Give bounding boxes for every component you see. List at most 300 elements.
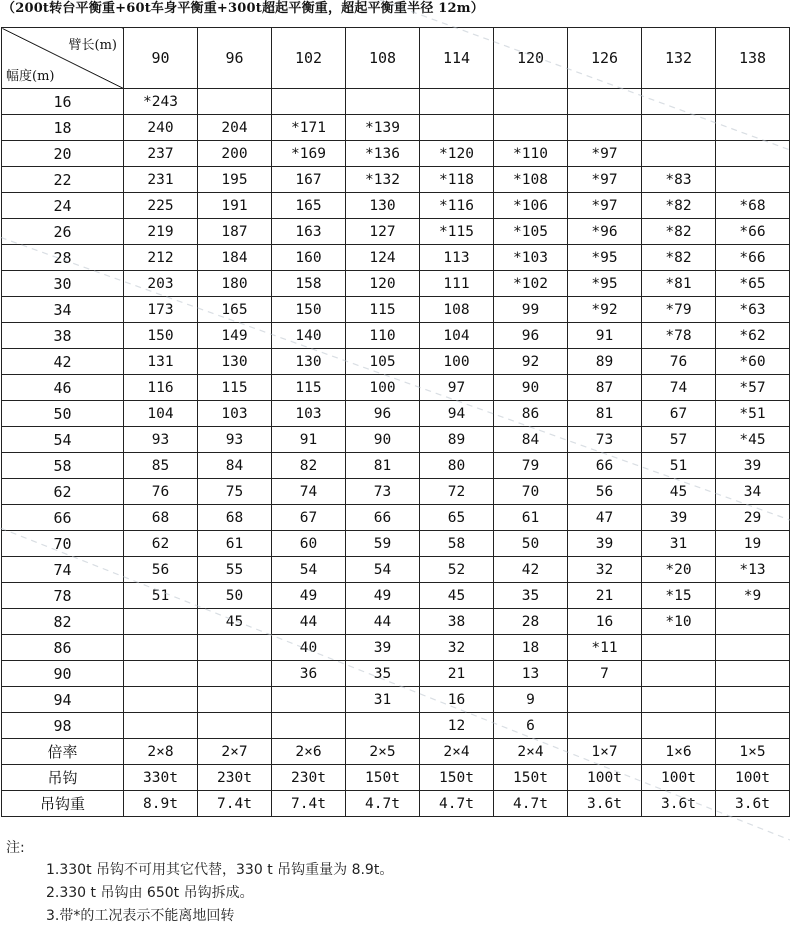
load-cell: 68	[198, 505, 272, 531]
load-cell: 103	[272, 401, 346, 427]
table-row	[2, 297, 790, 323]
radius-cell: 94	[2, 687, 124, 713]
footer-cell: 230t	[272, 765, 346, 791]
radius-cell: 70	[2, 531, 124, 557]
load-cell: 39	[642, 505, 716, 531]
load-cell: 18	[494, 635, 568, 661]
radius-cell: 46	[2, 375, 124, 401]
load-cell	[642, 661, 716, 687]
load-cell: 165	[272, 193, 346, 219]
load-cell: 90	[346, 427, 420, 453]
radius-cell: 62	[2, 479, 124, 505]
load-cell: 111	[420, 271, 494, 297]
radius-cell: 74	[2, 557, 124, 583]
load-cell: 34	[716, 479, 790, 505]
load-cell: 67	[642, 401, 716, 427]
table-row	[2, 557, 790, 583]
load-cell	[568, 687, 642, 713]
notes-section	[6, 837, 786, 928]
load-cell: 163	[272, 219, 346, 245]
load-cell: 124	[346, 245, 420, 271]
load-cell: *115	[420, 219, 494, 245]
boom-length-label: 臂长(m)	[68, 38, 117, 53]
load-cell: 52	[420, 557, 494, 583]
table-row	[2, 453, 790, 479]
load-cell: 130	[198, 349, 272, 375]
load-cell: 219	[124, 219, 198, 245]
header-row	[2, 28, 790, 89]
load-cell	[642, 713, 716, 739]
table-row	[2, 609, 790, 635]
load-cell: 120	[346, 271, 420, 297]
load-cell: *79	[642, 297, 716, 323]
load-cell: 149	[198, 323, 272, 349]
footer-row	[2, 765, 790, 791]
footer-cell: 4.7t	[494, 791, 568, 817]
radius-cell: 22	[2, 167, 124, 193]
load-cell	[568, 713, 642, 739]
load-cell	[642, 687, 716, 713]
radius-cell: 58	[2, 453, 124, 479]
load-cell: 45	[642, 479, 716, 505]
boom-length-header: 114	[420, 28, 494, 89]
load-cell: 93	[124, 427, 198, 453]
footer-cell: 2×5	[346, 739, 420, 765]
load-cell: 7	[568, 661, 642, 687]
footer-row	[2, 739, 790, 765]
radius-cell: 98	[2, 713, 124, 739]
table-title: （200t转台平衡重+60t车身平衡重+300t超起平衡重，超起平衡重半径 12m）	[2, 1, 484, 16]
load-cell	[272, 687, 346, 713]
load-cell	[198, 713, 272, 739]
load-cell	[642, 115, 716, 141]
load-cell: 35	[346, 661, 420, 687]
load-cell: 45	[420, 583, 494, 609]
load-cell	[494, 89, 568, 115]
load-cell: 160	[272, 245, 346, 271]
table-row	[2, 89, 790, 115]
footer-cell: 3.6t	[642, 791, 716, 817]
note-line: 2.330 t 吊钩由 650t 吊钩拆成。	[46, 885, 254, 901]
load-cell: *102	[494, 271, 568, 297]
table-row	[2, 375, 790, 401]
load-cell: 82	[272, 453, 346, 479]
radius-cell: 20	[2, 141, 124, 167]
load-cell: 40	[272, 635, 346, 661]
load-cell: 66	[346, 505, 420, 531]
load-cell: *92	[568, 297, 642, 323]
boom-length-header: 108	[346, 28, 420, 89]
load-cell: 29	[716, 505, 790, 531]
load-cell: 61	[198, 531, 272, 557]
footer-cell: 150t	[346, 765, 420, 791]
load-cell	[346, 713, 420, 739]
load-cell: 187	[198, 219, 272, 245]
load-cell: 212	[124, 245, 198, 271]
load-cell: 54	[346, 557, 420, 583]
table-row	[2, 661, 790, 687]
load-cell: 89	[568, 349, 642, 375]
load-cell: *96	[568, 219, 642, 245]
load-cell: 59	[346, 531, 420, 557]
load-cell: *82	[642, 245, 716, 271]
load-cell: 150	[124, 323, 198, 349]
load-cell	[716, 141, 790, 167]
load-cell: *103	[494, 245, 568, 271]
radius-cell: 54	[2, 427, 124, 453]
load-cell	[568, 89, 642, 115]
radius-cell: 16	[2, 89, 124, 115]
load-cell: 75	[198, 479, 272, 505]
load-cell: 39	[346, 635, 420, 661]
load-cell: 200	[198, 141, 272, 167]
table-row	[2, 713, 790, 739]
load-cell: *97	[568, 193, 642, 219]
load-cell	[124, 687, 198, 713]
load-cell: 72	[420, 479, 494, 505]
load-cell: 61	[494, 505, 568, 531]
load-cell: 115	[272, 375, 346, 401]
table-row	[2, 687, 790, 713]
load-cell: 81	[346, 453, 420, 479]
load-cell	[568, 115, 642, 141]
load-cell: 240	[124, 115, 198, 141]
load-cell: *57	[716, 375, 790, 401]
load-cell: 32	[568, 557, 642, 583]
load-cell: *66	[716, 245, 790, 271]
load-cell: 92	[494, 349, 568, 375]
load-cell: 73	[346, 479, 420, 505]
load-cell: 73	[568, 427, 642, 453]
load-cell: 76	[124, 479, 198, 505]
load-cell: *139	[346, 115, 420, 141]
load-cell: 203	[124, 271, 198, 297]
load-cell: 6	[494, 713, 568, 739]
load-cell: *15	[642, 583, 716, 609]
load-cell: 103	[198, 401, 272, 427]
load-cell: 105	[346, 349, 420, 375]
footer-cell: 150t	[494, 765, 568, 791]
load-cell	[716, 609, 790, 635]
footer-cell: 3.6t	[716, 791, 790, 817]
load-cell	[716, 89, 790, 115]
table-row	[2, 479, 790, 505]
load-cell: 16	[568, 609, 642, 635]
load-cell: 13	[494, 661, 568, 687]
load-cell: 67	[272, 505, 346, 531]
load-cell	[124, 661, 198, 687]
load-cell: 96	[494, 323, 568, 349]
radius-cell: 50	[2, 401, 124, 427]
load-cell: 84	[198, 453, 272, 479]
load-cell: 100	[420, 349, 494, 375]
footer-cell: 100t	[568, 765, 642, 791]
footer-cell: 4.7t	[346, 791, 420, 817]
load-cell: 31	[642, 531, 716, 557]
footer-cell: 1×7	[568, 739, 642, 765]
boom-length-header: 126	[568, 28, 642, 89]
radius-cell: 66	[2, 505, 124, 531]
table-row	[2, 245, 790, 271]
footer-cell: 7.4t	[272, 791, 346, 817]
footer-cell: 100t	[642, 765, 716, 791]
load-cell: 115	[198, 375, 272, 401]
load-cell: *20	[642, 557, 716, 583]
radius-cell: 28	[2, 245, 124, 271]
load-cell: 237	[124, 141, 198, 167]
load-cell: *132	[346, 167, 420, 193]
table-row	[2, 427, 790, 453]
load-cell	[494, 115, 568, 141]
load-cell: 90	[494, 375, 568, 401]
load-cell: *82	[642, 219, 716, 245]
load-cell: 96	[346, 401, 420, 427]
load-cell: 19	[716, 531, 790, 557]
note-line: 3.带*的工况表示不能离地回转	[46, 908, 235, 924]
load-chart-table	[1, 27, 790, 817]
load-cell: *45	[716, 427, 790, 453]
load-cell: *95	[568, 245, 642, 271]
load-cell: 89	[420, 427, 494, 453]
load-cell: *60	[716, 349, 790, 375]
load-cell: *83	[642, 167, 716, 193]
load-cell	[198, 635, 272, 661]
load-cell: 113	[420, 245, 494, 271]
load-cell: 74	[272, 479, 346, 505]
load-cell: 44	[272, 609, 346, 635]
load-cell: 150	[272, 297, 346, 323]
load-cell: 57	[642, 427, 716, 453]
radius-cell: 38	[2, 323, 124, 349]
footer-cell: 2×6	[272, 739, 346, 765]
load-cell: *68	[716, 193, 790, 219]
load-cell: 50	[494, 531, 568, 557]
footer-row	[2, 791, 790, 817]
load-cell	[716, 687, 790, 713]
load-cell: 140	[272, 323, 346, 349]
footer-cell: 2×4	[494, 739, 568, 765]
footer-label: 吊钩重	[2, 791, 124, 817]
corner-header-cell	[2, 28, 124, 89]
load-cell: 173	[124, 297, 198, 323]
load-cell: 195	[198, 167, 272, 193]
radius-cell: 78	[2, 583, 124, 609]
footer-cell: 2×7	[198, 739, 272, 765]
load-cell: 130	[272, 349, 346, 375]
load-cell: *10	[642, 609, 716, 635]
radius-cell: 34	[2, 297, 124, 323]
load-cell	[272, 713, 346, 739]
footer-cell: 2×8	[124, 739, 198, 765]
table-row	[2, 583, 790, 609]
load-cell: *95	[568, 271, 642, 297]
table-row	[2, 505, 790, 531]
load-cell: 12	[420, 713, 494, 739]
table-row	[2, 401, 790, 427]
load-cell: 55	[198, 557, 272, 583]
radius-cell: 30	[2, 271, 124, 297]
load-cell	[420, 115, 494, 141]
load-cell: 80	[420, 453, 494, 479]
load-cell: *82	[642, 193, 716, 219]
load-cell: 180	[198, 271, 272, 297]
load-cell: 70	[494, 479, 568, 505]
load-cell: *11	[568, 635, 642, 661]
load-cell: *97	[568, 141, 642, 167]
load-cell: 21	[420, 661, 494, 687]
load-cell: 99	[494, 297, 568, 323]
footer-cell: 230t	[198, 765, 272, 791]
load-cell: *120	[420, 141, 494, 167]
radius-cell: 26	[2, 219, 124, 245]
load-cell	[124, 713, 198, 739]
footer-cell: 2×4	[420, 739, 494, 765]
load-cell: 97	[420, 375, 494, 401]
table-row	[2, 115, 790, 141]
load-cell: *105	[494, 219, 568, 245]
load-cell	[716, 115, 790, 141]
boom-length-header: 90	[124, 28, 198, 89]
load-cell: 131	[124, 349, 198, 375]
footer-cell: 150t	[420, 765, 494, 791]
load-cell: 127	[346, 219, 420, 245]
load-cell: *63	[716, 297, 790, 323]
table-row	[2, 531, 790, 557]
boom-length-header: 138	[716, 28, 790, 89]
load-cell	[642, 141, 716, 167]
load-cell: 93	[198, 427, 272, 453]
radius-cell: 24	[2, 193, 124, 219]
boom-length-header: 102	[272, 28, 346, 89]
table-row	[2, 141, 790, 167]
load-cell: 49	[272, 583, 346, 609]
load-cell	[272, 89, 346, 115]
radius-cell: 42	[2, 349, 124, 375]
load-cell: 79	[494, 453, 568, 479]
table-row	[2, 271, 790, 297]
load-cell: 51	[124, 583, 198, 609]
load-cell: 49	[346, 583, 420, 609]
table-row	[2, 167, 790, 193]
load-cell	[198, 89, 272, 115]
load-cell: 36	[272, 661, 346, 687]
load-cell: *171	[272, 115, 346, 141]
load-cell: 38	[420, 609, 494, 635]
load-cell: *243	[124, 89, 198, 115]
load-cell: 56	[568, 479, 642, 505]
load-cell: 115	[346, 297, 420, 323]
load-cell: 50	[198, 583, 272, 609]
load-cell: 85	[124, 453, 198, 479]
load-cell: *78	[642, 323, 716, 349]
load-cell: 86	[494, 401, 568, 427]
load-cell: 191	[198, 193, 272, 219]
load-cell: 31	[346, 687, 420, 713]
footer-cell: 4.7t	[420, 791, 494, 817]
load-cell: 9	[494, 687, 568, 713]
load-cell: 167	[272, 167, 346, 193]
load-cell: *66	[716, 219, 790, 245]
load-cell: 165	[198, 297, 272, 323]
load-cell	[198, 687, 272, 713]
load-cell: 104	[124, 401, 198, 427]
radius-label: 幅度(m)	[6, 69, 55, 84]
load-cell: 28	[494, 609, 568, 635]
table-row	[2, 193, 790, 219]
load-cell: 110	[346, 323, 420, 349]
footer-cell: 8.9t	[124, 791, 198, 817]
load-cell: 94	[420, 401, 494, 427]
load-cell	[716, 661, 790, 687]
load-cell	[716, 635, 790, 661]
load-cell: *106	[494, 193, 568, 219]
load-cell: *108	[494, 167, 568, 193]
load-cell: 62	[124, 531, 198, 557]
load-cell	[198, 661, 272, 687]
footer-cell: 1×6	[642, 739, 716, 765]
load-cell	[124, 635, 198, 661]
load-cell: 76	[642, 349, 716, 375]
footer-label: 倍率	[2, 739, 124, 765]
footer-cell: 1×5	[716, 739, 790, 765]
load-cell: 65	[420, 505, 494, 531]
load-cell: 35	[494, 583, 568, 609]
load-cell: 91	[568, 323, 642, 349]
load-cell: 130	[346, 193, 420, 219]
load-cell: 104	[420, 323, 494, 349]
load-cell: 51	[642, 453, 716, 479]
load-cell	[716, 167, 790, 193]
load-cell: 56	[124, 557, 198, 583]
load-cell: *97	[568, 167, 642, 193]
load-cell: 32	[420, 635, 494, 661]
load-cell: 87	[568, 375, 642, 401]
boom-length-header: 96	[198, 28, 272, 89]
load-cell: 68	[124, 505, 198, 531]
load-cell	[124, 609, 198, 635]
load-cell: 74	[642, 375, 716, 401]
radius-cell: 18	[2, 115, 124, 141]
load-cell: *65	[716, 271, 790, 297]
load-cell: *81	[642, 271, 716, 297]
radius-cell: 90	[2, 661, 124, 687]
load-cell: 66	[568, 453, 642, 479]
load-cell: 108	[420, 297, 494, 323]
load-cell: 225	[124, 193, 198, 219]
boom-length-header: 120	[494, 28, 568, 89]
table-row	[2, 323, 790, 349]
load-cell: *116	[420, 193, 494, 219]
table-row	[2, 349, 790, 375]
load-cell: 60	[272, 531, 346, 557]
notes-heading: 注:	[6, 840, 25, 856]
load-cell: *9	[716, 583, 790, 609]
load-cell: 184	[198, 245, 272, 271]
load-cell: *110	[494, 141, 568, 167]
load-cell: *13	[716, 557, 790, 583]
note-line: 1.330t 吊钩不可用其它代替，330 t 吊钩重量为 8.9t。	[46, 862, 394, 878]
load-cell	[642, 89, 716, 115]
load-cell: 21	[568, 583, 642, 609]
load-cell: 39	[568, 531, 642, 557]
load-cell	[420, 89, 494, 115]
load-cell: 58	[420, 531, 494, 557]
load-cell: 47	[568, 505, 642, 531]
footer-label: 吊钩	[2, 765, 124, 791]
load-cell: 91	[272, 427, 346, 453]
table-row	[2, 219, 790, 245]
load-cell: *118	[420, 167, 494, 193]
